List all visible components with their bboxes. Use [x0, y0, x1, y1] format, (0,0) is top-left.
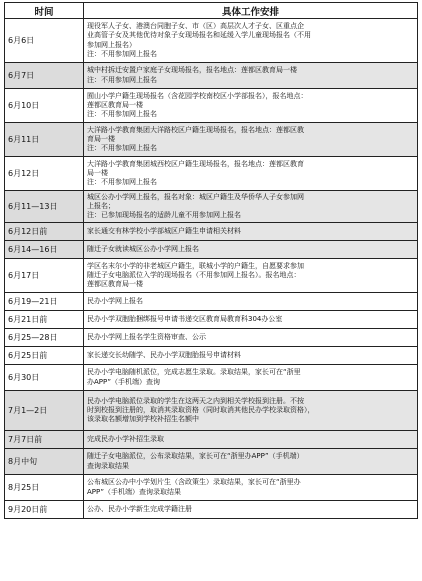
- schedule-date: 6月25—28日: [5, 329, 84, 347]
- schedule-date: 6月14—16日: [5, 241, 84, 259]
- schedule-date: 8月25日: [5, 475, 84, 501]
- description-line: 公布城区公办中小学划片生（含政策生）录取结果，家长可在“浙里办: [87, 478, 301, 487]
- schedule-date: 6月6日: [5, 19, 84, 63]
- table-row: [5, 293, 418, 311]
- description-line: 民办小学电脑随机派位，完成志愿生录取。录取结果，家长可在“浙里: [87, 368, 301, 377]
- description-line: 民办小学网上报名: [87, 296, 143, 305]
- schedule-description: [84, 475, 418, 501]
- table-row: [5, 501, 418, 519]
- schedule-description: [84, 391, 418, 431]
- table-row: [5, 365, 418, 391]
- description-line: 注：已参加现场报名的适龄儿童不用参加网上报名: [87, 211, 241, 220]
- schedule-date: 6月11日: [5, 123, 84, 157]
- table-row: [5, 391, 418, 431]
- table-row: [5, 449, 418, 475]
- schedule-date: 6月12日前: [5, 223, 84, 241]
- description-line: 注：不用参加网上报名: [87, 49, 157, 58]
- description-line: 注：不用参加网上报名: [87, 110, 157, 119]
- description-line: 学区名末尔小学的非老城区户籍生，联城小学的户籍生，自愿要求参加: [87, 261, 304, 270]
- schedule-description: [84, 347, 418, 365]
- table-row: [5, 123, 418, 157]
- schedule-date: 6月11—13日: [5, 191, 84, 223]
- schedule-description: [84, 449, 418, 475]
- table-row: [5, 431, 418, 449]
- description-line: 莲都区教育局一楼: [87, 280, 143, 289]
- table-row: [5, 89, 418, 123]
- schedule-date: 6月17日: [5, 259, 84, 293]
- table-row: [5, 347, 418, 365]
- description-line: 注：不用参加网上报名: [87, 144, 157, 153]
- description-line: 民办小学网上报名学生资格审查、公示: [87, 332, 206, 341]
- table-row: [5, 19, 418, 63]
- description-line: 囿山小学户籍生现场报名（含花园学校南校区小学部报名），报名地点：: [87, 91, 308, 100]
- schedule-description: [84, 191, 418, 223]
- table-row: [5, 329, 418, 347]
- description-line: 民办小学电脑派位录取的学生在这两天之内到相关学校报到注册。不按: [87, 396, 304, 405]
- table-body: [5, 19, 418, 519]
- schedule-date: 7月1—2日: [5, 391, 84, 431]
- description-line: APP”（手机端）查询录取结果: [87, 487, 181, 496]
- header-content: 具体工作安排: [84, 3, 418, 19]
- schedule-date: 6月30日: [5, 365, 84, 391]
- description-line: 注：不用参加网上报名: [87, 178, 157, 187]
- table-row: [5, 311, 418, 329]
- table-row: [5, 241, 418, 259]
- description-line: 时到校报到注册的，取消其录取资格（同时取消其他民办学校录取资格），: [87, 405, 315, 414]
- description-line: 随迁子女就读城区公办小学网上报名: [87, 244, 199, 253]
- schedule-description: [84, 501, 418, 519]
- schedule-date: 6月19—21日: [5, 293, 84, 311]
- enrollment-schedule-table: [4, 2, 418, 519]
- description-line: 大洋路小学教育集团城西校区户籍生现场报名，报名地点：莲都区教育: [87, 159, 304, 168]
- description-line: 注：不用参加网上报名: [87, 75, 157, 84]
- schedule-description: [84, 63, 418, 89]
- description-line: 随迁子女电脑派位入学的现场报名（不用参加网上报名）。报名地点：: [87, 270, 301, 279]
- schedule-date: 8月中旬: [5, 449, 84, 475]
- schedule-description: [84, 365, 418, 391]
- description-line: 莲都区教育局一楼: [87, 100, 143, 109]
- description-line: 业高管子女及其他优待对象子女现场报名和延缓入学儿童现场报名（不用: [87, 31, 311, 40]
- description-line: 民办小学双胞胎捆绑报号申请书递交区教育局教育科304办公室: [87, 314, 283, 323]
- table-header-row: [5, 3, 418, 19]
- schedule-date: 6月7日: [5, 63, 84, 89]
- description-line: 随迁子女电脑派位，公布录取结果，家长可在“浙里办APP”（手机端）: [87, 452, 304, 461]
- schedule-date: 9月20日前: [5, 501, 84, 519]
- description-line: 参加网上报名）: [87, 40, 136, 49]
- description-line: 上报名；: [87, 201, 115, 210]
- schedule-description: [84, 329, 418, 347]
- header-time: 时间: [5, 3, 84, 19]
- schedule-date: 6月12日: [5, 157, 84, 191]
- schedule-page: [0, 2, 422, 581]
- description-line: 城区公办小学网上报名，报名对象：城区户籍生及华侨华人子女参加网: [87, 192, 304, 201]
- description-line: 家长递交长幼随学、民办小学双胞胎报号申请材料: [87, 350, 241, 359]
- schedule-description: [84, 241, 418, 259]
- description-line: 城中村拆迁安置户家庭子女现场报名，报名地点：莲都区教育局一楼: [87, 66, 297, 75]
- table-row: [5, 223, 418, 241]
- table-row: [5, 259, 418, 293]
- schedule-date: 6月21日前: [5, 311, 84, 329]
- schedule-description: [84, 431, 418, 449]
- description-line: 现役军人子女、港澳台同胞子女、市（区）高层次人才子女、区重点企: [87, 22, 304, 31]
- table-row: [5, 63, 418, 89]
- schedule-description: [84, 259, 418, 293]
- schedule-date: 6月25日前: [5, 347, 84, 365]
- description-line: 查询录取结果: [87, 461, 129, 470]
- description-line: 公办、民办小学新生完成学籍注册: [87, 504, 192, 513]
- schedule-date: 6月10日: [5, 89, 84, 123]
- schedule-description: [84, 293, 418, 311]
- schedule-date: 7月7日前: [5, 431, 84, 449]
- table-row: [5, 475, 418, 501]
- description-line: 家长通交有林学校小学部城区户籍生申请相关材料: [87, 226, 241, 235]
- schedule-description: [84, 157, 418, 191]
- description-line: 局一楼: [87, 168, 108, 177]
- table-row: [5, 157, 418, 191]
- description-line: 该录取名额增加到学校补招生名额中: [87, 415, 199, 424]
- description-line: 完成民办小学补招生录取: [87, 434, 164, 443]
- table-row: [5, 191, 418, 223]
- description-line: 办APP”（手机端）查询: [87, 377, 160, 386]
- schedule-description: [84, 19, 418, 63]
- description-line: 大洋路小学教育集团大洋路校区户籍生现场报名，报名地点：莲都区教: [87, 125, 304, 134]
- schedule-description: [84, 89, 418, 123]
- schedule-description: [84, 311, 418, 329]
- schedule-description: [84, 223, 418, 241]
- schedule-description: [84, 123, 418, 157]
- description-line: 育局一楼: [87, 134, 115, 143]
